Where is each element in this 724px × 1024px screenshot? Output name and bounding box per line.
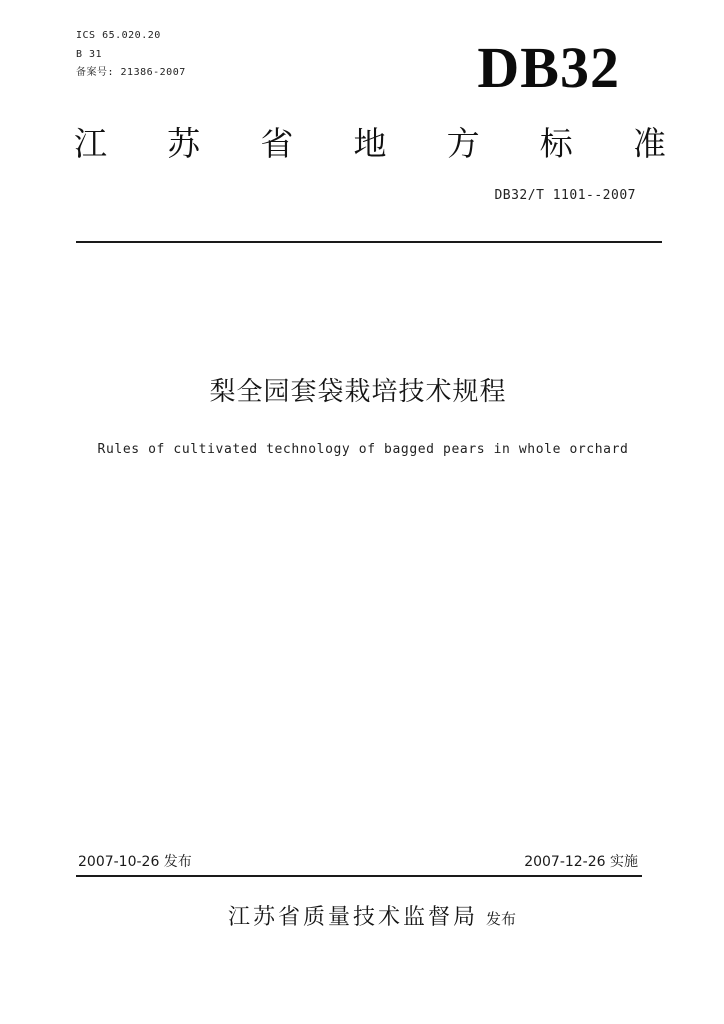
document-title-cn-text: 梨全园套袋栽培技术规程	[209, 377, 507, 407]
record-number: 备案号: 21386-2007	[76, 67, 186, 78]
issuer-name: 江苏省质量技术监督局	[227, 905, 478, 930]
standard-number: DB32/T 1101--2007	[494, 188, 636, 203]
title-char: 准	[632, 124, 666, 163]
document-title-en	[0, 442, 724, 457]
issuer-block	[0, 900, 724, 931]
implement-date: 2007-12-26 实施	[524, 854, 638, 870]
classification-code: B 31	[76, 49, 103, 60]
document-title-en-text: Rules of cultivated technology of bagged pears in whole orchard	[97, 442, 629, 457]
title-char: 省	[260, 124, 294, 163]
title-char: 苏	[167, 124, 201, 163]
ics-code: ICS 65.020.20	[76, 30, 161, 41]
standard-type-title	[74, 124, 666, 164]
title-char: 标	[539, 124, 573, 163]
standard-badge: DB32	[477, 35, 620, 100]
document-title-cn	[0, 374, 724, 410]
title-char: 江	[74, 124, 107, 163]
title-char: 方	[446, 124, 480, 163]
bottom-divider	[76, 875, 642, 877]
date-row	[78, 853, 638, 871]
publish-date: 2007-10-26 发布	[78, 854, 192, 870]
top-divider	[76, 241, 662, 243]
title-char: 地	[353, 124, 387, 163]
issuer-suffix: 发布	[486, 910, 517, 928]
